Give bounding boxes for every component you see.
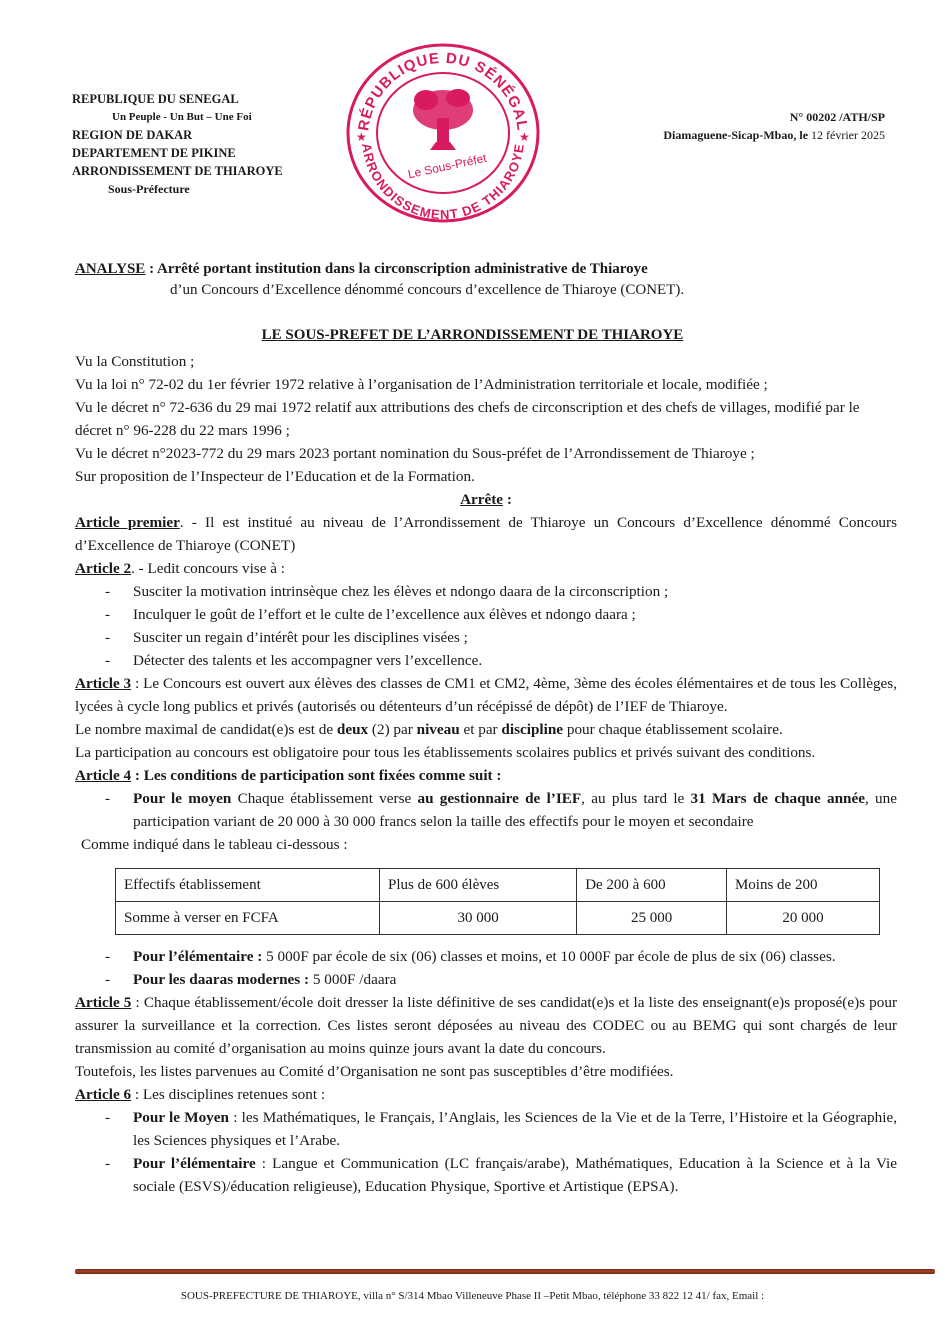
baobab-tree-icon	[413, 89, 473, 150]
list-item: - Susciter un regain d’intérêt pour les disciplines visées ;	[99, 626, 897, 649]
stamp-bottom-text: ARRONDISSEMENT DE THIAROYE	[359, 142, 527, 223]
visa-2: Vu la loi n° 72-02 du 1er février 1972 relative à l’organisation de l’Administration territoriale et locale, modifiée ;	[75, 376, 768, 393]
visa-1: Vu la Constitution ;	[75, 353, 195, 370]
stamp-star-right-icon: ★	[519, 130, 530, 144]
article-3-paragraph-3: La participation au concours est obligatoire pour tous les établissements scolaires publics et privés suivant des conditions.	[75, 744, 816, 761]
article-5-paragraph-2: Toutefois, les listes parvenues au Comité d’Organisation ne sont pas susceptibles d’être modifiées.	[75, 1063, 674, 1080]
list-item: - Pour l’élémentaire : 5 000F par école de six (06) classes et moins, et 10 000F par école de plus de six (06) classes.	[99, 945, 897, 968]
reference-block	[663, 108, 885, 144]
article-4-list-2	[75, 945, 897, 991]
article-4-list	[75, 787, 897, 833]
table-row	[116, 869, 880, 902]
table-cell: De 200 à 600	[577, 869, 727, 902]
country-name: REPUBLIQUE DU SENEGAL	[72, 92, 239, 106]
stamp-center-text: Le Sous-Préfet	[406, 150, 488, 182]
issuing-authority-block	[72, 90, 283, 198]
table-cell: Effectifs établissement	[116, 869, 380, 902]
national-motto: Un Peuple - Un But – Une Foi	[112, 111, 252, 123]
article-4: Article 4 : Les conditions de participation sont fixées comme suit :	[75, 767, 502, 784]
table-cell: Plus de 600 élèves	[380, 869, 577, 902]
reference-number-value: 00202	[806, 110, 837, 124]
place-and-date	[663, 126, 885, 144]
article-2-label: Article 2	[75, 560, 132, 577]
table-cell: Somme à verser en FCFA	[116, 902, 380, 935]
list-item: - Détecter des talents et les accompagner vers l’excellence.	[99, 649, 897, 672]
stamp-top-text: RÉPUBLIQUE DU SÉNÉGAL	[355, 49, 531, 133]
list-item: - Susciter la motivation intrinsèque chez les élèves et ndongo daara de la circonscription ;	[99, 580, 897, 603]
visa-5: Sur proposition de l’Inspecteur de l’Education et de la Formation.	[75, 468, 475, 485]
office-name: Sous-Préfecture	[108, 182, 190, 196]
list-item: - Pour le moyen Chaque établissement verse au gestionnaire de l’IEF, au plus tard le 31 Mars de chaque année, une participation variant de 20 000 à 30 000 francs selon la taille des effectifs pour le moyen et secondaire	[99, 787, 897, 833]
table-cell: 20 000	[726, 902, 879, 935]
arrondissement-name: ARRONDISSEMENT DE THIAROYE	[72, 164, 283, 178]
document-title: LE SOUS-PREFET DE L’ARRONDISSEMENT DE THIAROYE	[261, 327, 684, 343]
analyse-line-1: : Arrêté portant institution dans la circonscription administrative de Thiaroye	[145, 261, 648, 277]
analyse-section	[75, 259, 875, 301]
article-2-list	[75, 580, 897, 672]
document-body	[75, 350, 897, 1198]
table-cell: 30 000	[380, 902, 577, 935]
footer-divider	[75, 1269, 935, 1274]
table-intro: Comme indiqué dans le tableau ci-dessous :	[81, 836, 348, 853]
arrete-heading: Arrête :	[460, 491, 512, 508]
article-3-label: Article 3	[75, 675, 132, 692]
document-date: 12 février 2025	[811, 128, 885, 142]
article-3-paragraph-2: Le nombre maximal de candidat(e)s est de deux (2) par niveau et par discipline pour chaque établissement scolaire.	[75, 721, 783, 738]
list-item: - Pour les daaras modernes : 5 000F /daara	[99, 968, 897, 991]
stamp-seal-icon	[338, 38, 548, 228]
table-cell: 25 000	[577, 902, 727, 935]
article-1: Article premier. - Il est institué au niveau de l’Arrondissement de Thiaroye un Concours d’Excellence dénommé Concours d’Excellence de Thiaroye (CONET)	[75, 514, 897, 554]
article-5-label: Article 5	[75, 994, 132, 1011]
table-row	[116, 902, 880, 935]
article-1-label: Article premier	[75, 514, 180, 531]
reference-number: N° 00202 /ATH/SP	[789, 110, 885, 124]
analyse-label: ANALYSE	[75, 261, 146, 277]
svg-text:ARRONDISSEMENT DE THIAROYE	[359, 142, 527, 222]
visa-3: Vu le décret n° 72-636 du 29 mai 1972 relatif aux attributions des chefs de circonscription et des chefs de villages, modifié par le décret n° 96-228 du 22 mars 1996 ;	[75, 399, 860, 439]
article-5: Article 5 : Chaque établissement/école doit dresser la liste définitive de ses candidat(e)s et la liste des enseignant(e)s proposé(e)s pour assurer la surveillance et la correction. Ces listes seront déposées au niveau des CODEC ou au BEMG qui sont chargés de leur transmission au comité d’organisation au moins quinze jours avant la date du concours.	[75, 994, 898, 1057]
official-stamp	[338, 38, 548, 228]
visa-4: Vu le décret n°2023-772 du 29 mars 2023 portant nomination du Sous-préfet de l’Arrondissement de Thiaroye ;	[75, 445, 755, 462]
article-4-label: Article 4	[75, 767, 132, 784]
list-item: - Pour le Moyen : les Mathématiques, le Français, l’Anglais, les Sciences de la Vie et de la Terre, l’Histoire et la Géographie, les Sciences physiques et l’Arabe.	[99, 1106, 897, 1152]
fees-table	[115, 868, 880, 935]
analyse-line-2: d’un Concours d’Excellence dénommé concours d’excellence de Thiaroye (CONET).	[170, 282, 685, 298]
department-name: DEPARTEMENT DE PIKINE	[72, 146, 236, 160]
table-cell: Moins de 200	[726, 869, 879, 902]
article-6-label: Article 6	[75, 1086, 132, 1103]
region-name: REGION DE DAKAR	[72, 128, 193, 142]
article-3: Article 3 : Le Concours est ouvert aux élèves des classes de CM1 et CM2, 4ème, 3ème des écoles élémentaires et de tous les Collèges, lycées à cycle long publics et privés (autorisés ou détenteurs d’un récépissé de dépôt) de l’IEF de Thiaroye.	[75, 675, 897, 715]
footer-address: SOUS-PREFECTURE DE THIAROYE, villa n° S/314 Mbao Villeneuve Phase II –Petit Mbao, téléphone 33 822 12 41/ fax, Email :	[180, 1290, 765, 1302]
article-2: Article 2. - Ledit concours vise à :	[75, 560, 286, 577]
list-item: - Pour l’élémentaire : Langue et Communication (LC français/arabe), Mathématiques, Education à la Science et à la Vie sociale (ESVS)/éducation religieuse), Education Physique, Sportive et Artistique (EPSA).	[99, 1152, 897, 1198]
article-6: Article 6 : Les disciplines retenues sont :	[75, 1086, 326, 1103]
article-6-list	[75, 1106, 897, 1198]
stamp-star-left-icon: ★	[356, 130, 367, 144]
place: Diamaguene-Sicap-Mbao, le	[663, 128, 809, 142]
list-item: - Inculquer le goût de l’effort et le culte de l’excellence aux élèves et ndongo daara ;	[99, 603, 897, 626]
